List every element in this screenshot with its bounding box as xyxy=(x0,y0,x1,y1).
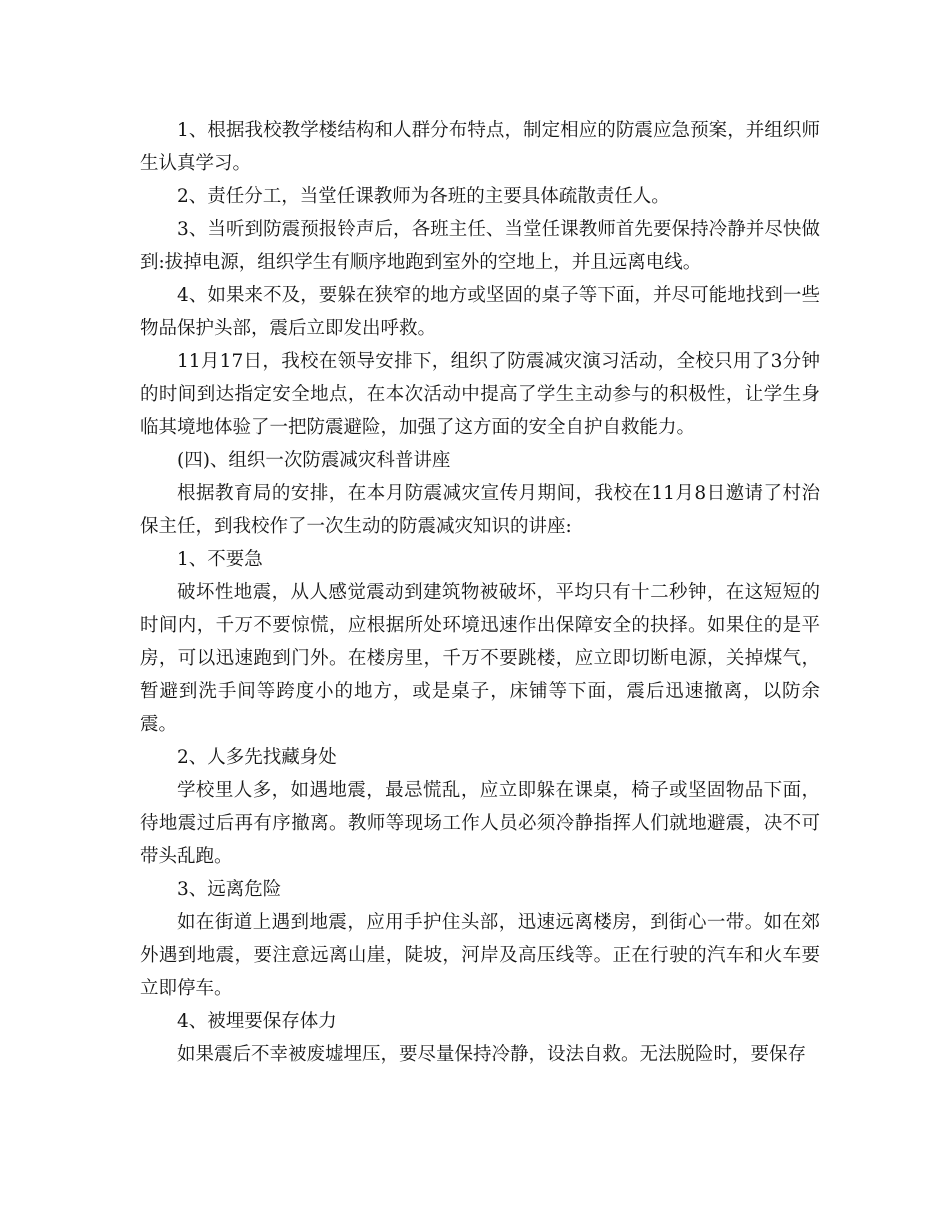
paragraph-save-energy: 如果震后不幸被废墟埋压，要尽量保持冷静，设法自救。无法脱险时，要保存 xyxy=(177,1044,807,1065)
paragraph-school-plan: 1、根据我校教学楼结构和人群分布特点，制定相应的防震应急预案，并组织师生认真学习。 xyxy=(140,120,820,174)
document-body xyxy=(140,114,820,1071)
section-heading-lecture: (四)、组织一次防震减灾科普讲座 xyxy=(177,450,451,471)
paragraph-dont-panic: 破坏性地震，从人感觉震动到建筑物被破坏，平均只有十二秒钟，在这短短的时间内，千万不要惊慌，应根据所处环境迅速作出保障安全的抉择。如果住的是平房，可以迅速跑到门外。在楼房里，千万不要跳楼，应立即切断电源，关掉煤气，暂避到洗手间等跨度小的地方，或是桌子，床铺等下面，震后迅速撤离，以防余震。 xyxy=(140,582,820,735)
paragraph-responsibility: 2、责任分工，当堂任课教师为各班的主要具体疏散责任人。 xyxy=(177,186,670,207)
subheading-avoid-danger: 3、远离危险 xyxy=(177,879,282,900)
paragraph-shelter: 4、如果来不及，要躲在狭窄的地方或坚固的桌子等下面，并尽可能地找到一些物品保护头部，震后立即发出呼救。 xyxy=(140,285,820,339)
paragraph-alarm-response: 3、当听到防震预报铃声后，各班主任、当堂任课教师首先要保持冷静并尽快做到:拔掉电源，组织学生有顺序地跑到室外的空地上，并且远离电线。 xyxy=(140,219,820,273)
subheading-save-energy: 4、被埋要保存体力 xyxy=(177,1011,337,1032)
paragraph-lecture-intro: 根据教育局的安排，在本月防震减灾宣传月期间，我校在11月8日邀请了村治保主任，到我校作了一次生动的防震减灾知识的讲座: xyxy=(140,483,820,537)
paragraph-drill: 11月17日，我校在领导安排下，组织了防震减灾演习活动，全校只用了3分钟的时间到达指定安全地点，在本次活动中提高了学生主动参与的积极性，让学生身临其境地体验了一把防震避险，加强了这方面的安全自护自救能力。 xyxy=(140,351,820,438)
paragraph-find-cover: 学校里人多，如遇地震，最忌慌乱，应立即躲在课桌，椅子或坚固物品下面，待地震过后再有序撤离。教师等现场工作人员必须冷静指挥人们就地避震，决不可带头乱跑。 xyxy=(140,780,820,867)
paragraph-avoid-danger: 如在街道上遇到地震，应用手护住头部，迅速远离楼房，到街心一带。如在郊外遇到地震，要注意远离山崖，陡坡，河岸及高压线等。正在行驶的汽车和火车要立即停车。 xyxy=(140,912,820,999)
subheading-dont-panic: 1、不要急 xyxy=(177,549,263,570)
subheading-find-cover: 2、人多先找藏身处 xyxy=(177,747,337,768)
